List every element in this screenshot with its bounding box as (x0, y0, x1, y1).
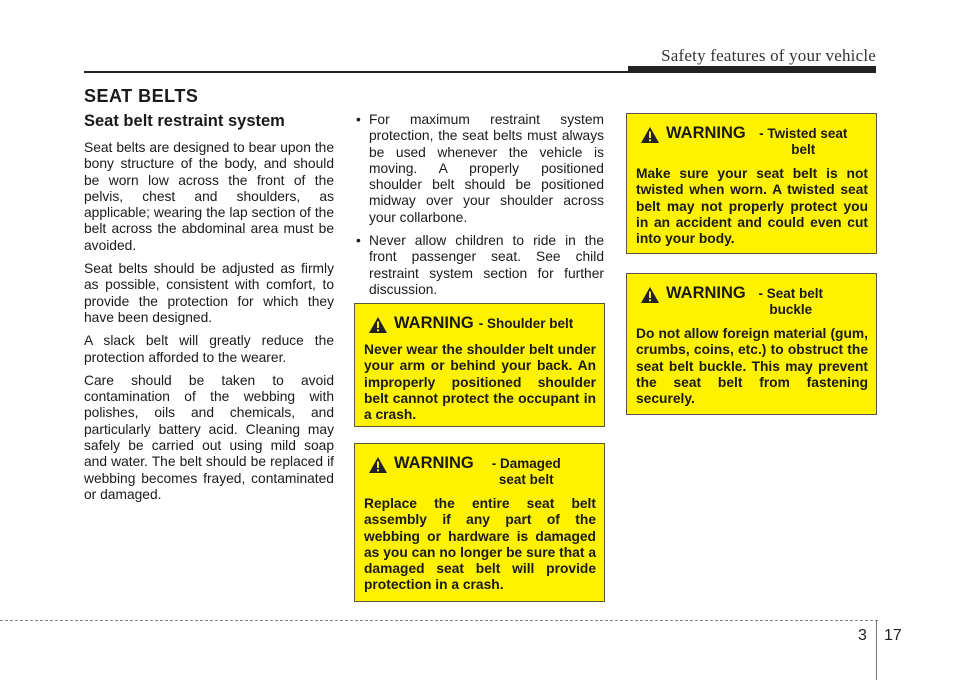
warning-subtitle: - Seat belt buckle (758, 286, 823, 317)
warning-text: Never wear the shoulder belt under your arm or behind your back. An improperly positioned shoulder belt cannot protect the occupant in a crash. (364, 342, 596, 423)
footer-rule (0, 620, 878, 621)
warning-triangle-icon (640, 286, 660, 304)
warning-triangle-icon (368, 316, 388, 334)
warning-header (364, 454, 596, 488)
restraint-column (84, 112, 334, 510)
warning-text: Replace the entire seat belt assembly if any part of the webbing or hardware is damaged as you can no longer be sure that a damaged seat belt will provide protection in a crash. (364, 496, 596, 593)
paragraph: Care should be taken to avoid contamination of the webbing with polishes, oils and chemicals, and particularly battery acid. Cleaning may safely be carried out using mild soap and water. The belt should be replaced if webbing becomes frayed, contaminated or damaged. (84, 372, 334, 502)
warning-header (364, 314, 596, 334)
paragraph: Seat belts should be adjusted as firmly as possible, consistent with comfort, to provide the protection for which they have been designed. (84, 261, 334, 325)
warning-triangle-icon (368, 456, 388, 474)
subsection-title: Seat belt restraint system (84, 112, 285, 130)
paragraph: A slack belt will greatly reduce the protection afforded to the wearer. (84, 333, 334, 365)
header-title: Safety features of your vehicle (661, 46, 876, 65)
header-rule-accent (628, 66, 876, 73)
warning-header (636, 124, 868, 158)
bullet-dot: • (356, 233, 361, 249)
warning-box-twisted-seat-belt (626, 113, 877, 254)
warning-box-shoulder-belt (354, 303, 605, 427)
bullet-text: For maximum restraint system protection, the seat belts must always be used whenever the vehicle is moving. A properly positioned shoulder belt should be positioned midway over your shoulder across your collarbone. (369, 112, 604, 225)
chapter-number: 3 (858, 627, 867, 644)
warning-subtitle: - Twisted seat belt (759, 126, 848, 157)
warning-word: WARNING (666, 124, 746, 142)
page-number: 17 (884, 627, 902, 644)
warning-box-seat-belt-buckle (626, 273, 877, 415)
warning-text: Make sure your seat belt is not twisted when worn. A twisted seat belt may not properly protect you in an accident and could even cut into your body. (636, 166, 868, 247)
warning-subtitle: - Damaged seat belt (491, 456, 561, 487)
bullet-item (356, 233, 604, 298)
warning-text: Do not allow foreign material (gum, crumbs, coins, etc.) to obstruct the seat belt buckle. This may prevent the seat belt from fastening securely. (636, 326, 868, 407)
footer-divider (876, 620, 877, 680)
warning-word: WARNING (394, 454, 474, 472)
warning-header (636, 284, 868, 318)
bullet-text: Never allow children to ride in the front passenger seat. See child restraint system section for further discussion. (369, 233, 604, 297)
section-title: SEAT BELTS (84, 86, 199, 106)
bullets-column (356, 112, 604, 305)
warning-word: WARNING (666, 284, 746, 302)
warning-word: WARNING (394, 314, 474, 332)
bullet-list (356, 112, 604, 298)
warning-subtitle: - Shoulder belt (478, 316, 574, 331)
warning-triangle-icon (640, 126, 660, 144)
warning-box-damaged-seat-belt (354, 443, 605, 602)
bullet-dot: • (356, 112, 361, 127)
paragraph: Seat belts are designed to bear upon the bony structure of the body, and should be worn low across the front of the pelvis, chest and shoulders, as applicable; wearing the lap section of the belt across the abdominal area must be avoided. (84, 140, 334, 253)
bullet-item (356, 112, 604, 226)
